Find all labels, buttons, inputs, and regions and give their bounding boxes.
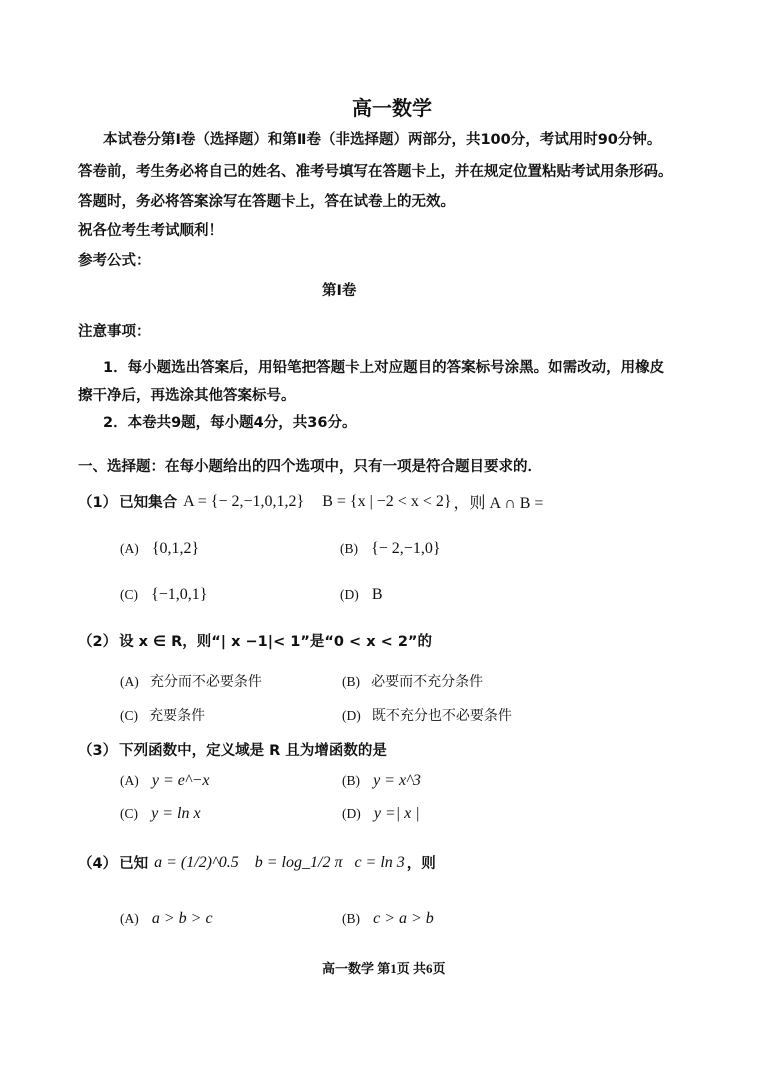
set-b: B = {x | −2 < x < 2} [322, 492, 452, 510]
intro-line-2: 答卷前，考生务必将自己的姓名、准考号填写在答题卡上，并在规定位置粘贴考试用条形码。 [78, 164, 673, 180]
option-b[interactable] [342, 770, 421, 790]
option-b[interactable] [342, 671, 483, 691]
option-a[interactable] [120, 538, 199, 558]
option-value: 充分而不必要条件 [149, 674, 262, 690]
option-label: (B) [342, 674, 360, 689]
option-value: y =| x | [373, 805, 420, 822]
option-a[interactable] [120, 770, 210, 790]
option-d[interactable] [342, 705, 512, 725]
option-value: {− 2,−1,0} [371, 540, 441, 557]
note-item-2: 2．本卷共9题，每小题4分，共36分。 [103, 415, 357, 431]
option-label: (B) [342, 773, 360, 788]
option-label: (C) [120, 708, 138, 723]
question-number: （3） [78, 743, 118, 759]
option-a[interactable] [120, 671, 262, 691]
option-value: c > a > b [373, 910, 434, 927]
intro-line-1: 本试卷分第Ⅰ卷（选择题）和第Ⅱ卷（非选择题）两部分，共100分，考试用时90分钟。 [103, 132, 662, 148]
option-value: y = x^3 [373, 772, 421, 789]
intro-line-4: 祝各位考生考试顺利！ [78, 223, 223, 239]
option-label: (D) [342, 806, 361, 821]
option-label: (B) [342, 911, 360, 926]
question-number: （4） [78, 856, 118, 872]
option-value: 既不充分也不必要条件 [371, 708, 512, 724]
b-expression: b = log_1/2 π [254, 853, 343, 871]
question-text: 设 x ∈ R，则“| x −1|< 1”是“0 < x < 2”的 [119, 634, 432, 650]
option-label: (B) [340, 541, 358, 556]
notes-heading: 注意事项： [78, 324, 151, 340]
question-text: 下列函数中，定义域是 R 且为增函数的是 [119, 743, 387, 759]
option-label: (A) [120, 541, 139, 556]
option-c[interactable] [120, 803, 201, 823]
option-d[interactable] [342, 803, 420, 823]
option-value: {−1,0,1} [151, 586, 208, 603]
option-label: (A) [120, 773, 139, 788]
page-footer: 高一数学 第1页 共6页 [322, 961, 446, 976]
option-label: (A) [120, 911, 139, 926]
intro-line-3: 答题时，务必将答案涂写在答题卡上，答在试卷上的无效。 [78, 194, 455, 210]
question-text: 已知 [119, 856, 149, 872]
option-label: (A) [120, 674, 139, 689]
question-3-stem [78, 739, 387, 760]
question-1-stem [78, 490, 543, 513]
option-label: (C) [120, 587, 138, 602]
question-text: 已知集合 [119, 495, 178, 511]
part-heading: 一、选择题：在每小题给出的四个选项中，只有一项是符合题目要求的． [78, 459, 542, 475]
option-label: (C) [120, 806, 138, 821]
option-b[interactable] [342, 908, 434, 928]
question-text-suffix: ，则 [406, 856, 436, 872]
question-2-stem [78, 630, 432, 651]
option-a[interactable] [120, 908, 213, 928]
formula-label: 参考公式： [78, 253, 151, 269]
option-value: 必要而不充分条件 [371, 674, 484, 690]
note-item-1a: 1．每小题选出答案后，用铅笔把答题卡上对应题目的答案标号涂黑。如需改动，用橡皮 [103, 360, 665, 376]
page-title: 高一数学 [352, 96, 432, 120]
section-title: 第Ⅰ卷 [322, 283, 357, 299]
option-value: y = ln x [151, 805, 201, 822]
a-expression: a = (1/2)^0.5 [154, 853, 239, 871]
option-value: B [371, 586, 383, 603]
option-d[interactable] [340, 584, 383, 604]
option-value: a > b > c [151, 910, 213, 927]
option-label: (D) [342, 708, 361, 723]
question-number: （1） [78, 495, 118, 511]
option-label: (D) [340, 587, 359, 602]
question-4-stem [78, 852, 436, 873]
set-a: A = {− 2,−1,0,1,2} [183, 492, 305, 510]
option-value: y = e^−x [151, 772, 210, 789]
option-b[interactable] [340, 538, 441, 558]
option-c[interactable] [120, 705, 205, 725]
c-expression: c = ln 3 [354, 853, 405, 871]
note-item-1b: 擦干净后，再选涂其他答案标号。 [78, 388, 296, 404]
option-c[interactable] [120, 584, 207, 604]
question-text-suffix: ，则 A ∩ B = [453, 495, 544, 512]
option-value: {0,1,2} [151, 540, 200, 557]
question-number: （2） [78, 634, 118, 650]
option-value: 充要条件 [149, 708, 206, 724]
